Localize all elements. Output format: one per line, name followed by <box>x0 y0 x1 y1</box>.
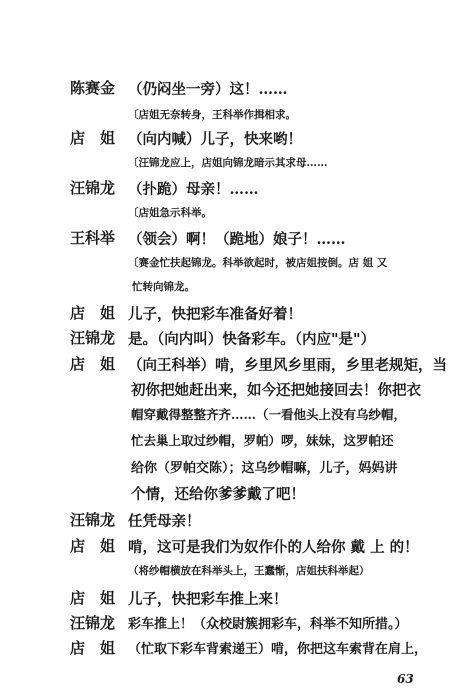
dialogue-text: 彩车推上！（众校尉簇拥彩车，科举不知所措。） <box>128 617 408 632</box>
dialogue-text: 初你把她赶出来，如今还把她接回去！你把衣 <box>131 382 421 399</box>
speaker-name: 汪锦龙 <box>70 614 116 632</box>
speaker-name: 王科举 <box>70 229 116 247</box>
dialogue-text: 儿子，快把彩车准备好着！ <box>128 306 302 323</box>
dialogue-text: 个情，还给你爹爹戴了吧！ <box>131 486 305 503</box>
dialogue-text: 给你（罗帕交陈）；这乌纱帽嘛，儿子，妈妈讲 <box>131 461 398 476</box>
stage-direction: 〔店姐急示科举。 <box>128 207 212 219</box>
dialogue-text: （向内喊）儿子，快来哟！ <box>128 131 302 148</box>
speaker-name: 汪锦龙 <box>70 511 116 529</box>
dialogue-text: （仍闷坐一旁）这！…… <box>128 81 288 98</box>
speaker-name: 店 姐 <box>70 129 116 147</box>
speaker-name: 店 姐 <box>70 537 116 555</box>
stage-direction: （将纱帽横放在科举头上，王蠢惭，店姐扶科举起） <box>128 565 370 577</box>
stage-direction: 忙转向锦龙。 <box>132 281 195 293</box>
dialogue-text: （向王科举）啃，乡里风乡里雨，乡里老规矩，当 <box>128 357 447 374</box>
dialogue-text: （扑跪）母亲！…… <box>128 181 259 198</box>
dialogue-text: 啃，这可是我们为奴作仆的人给你 戴 上 的！ <box>128 539 419 556</box>
speaker-name: 店 姐 <box>70 304 116 322</box>
speaker-name: 汪锦龙 <box>70 329 116 347</box>
page-number: 63 <box>397 672 414 686</box>
dialogue-text: 帽穿戴得整整齐齐……（一看他头上没有乌纱帽， <box>131 407 407 422</box>
speaker-name: 店 姐 <box>70 639 116 657</box>
speaker-name: 汪锦龙 <box>70 179 116 197</box>
dialogue-text: 儿子，快把彩车推上来！ <box>128 591 288 608</box>
stage-direction: 〔赛金忙扶起锦龙。科举欲起时，被店姐按倒。店 姐 又 <box>128 257 388 269</box>
dialogue-text: 忙去巢上取过纱帽，罗帕）啰，妹妹，这罗帕还 <box>131 433 394 448</box>
dialogue-text: 是。（向内叫）快备彩车。（内应"是"） <box>128 331 376 348</box>
dialogue-text: （忙取下彩车背索递王）啃，你把这车索背在肩上， <box>128 642 428 657</box>
dialogue-text: 任凭母亲！ <box>128 513 201 530</box>
speaker-name: 陈赛金 <box>70 79 116 97</box>
stage-direction: 〔汪锦龙应上，店姐向锦龙暗示其求母…… <box>128 157 328 169</box>
speaker-name: 店 姐 <box>70 589 116 607</box>
stage-direction: 〔店姐无奈转身，王科举作揖相求。 <box>128 109 296 121</box>
dialogue-text: （领会）啊！（跪地）娘子！…… <box>128 231 346 248</box>
speaker-name: 店 姐 <box>70 355 116 373</box>
